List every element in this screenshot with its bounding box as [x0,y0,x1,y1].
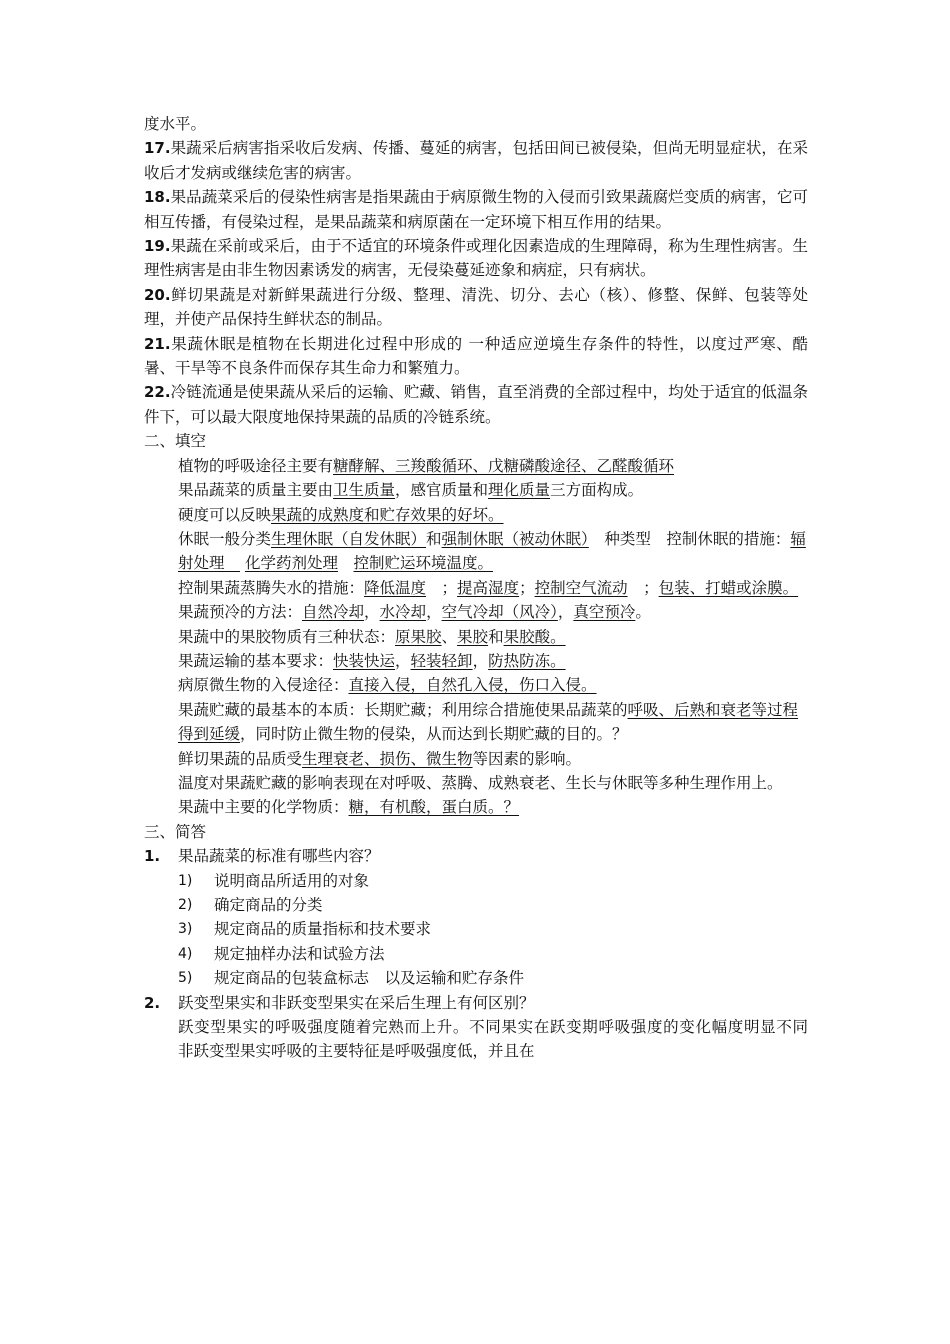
answer-blank: 果胶 [457,627,489,646]
answer-blank: 原果胶 [395,627,442,646]
answer-blank: 控制空气流动 [534,578,628,597]
answer-item [144,869,808,893]
prompt-text: ； [627,578,659,597]
item-number: 3) [178,921,193,938]
answer-blank: 辐射处理 [178,529,806,573]
definition-text: 果蔬在采前或采后，由于不适宜的环境条件或理化因素造成的生理障碍，称为生理性病害。生理性病害是由非生物因素诱发的病害，无侵染蔓延迹象和病症，只有病状。 [144,237,808,280]
question-1 [144,844,808,868]
answer-blank: 轻装轻卸 [410,651,473,670]
fill-in-line [178,478,808,502]
fill-in-line [178,576,808,600]
item-number: 1) [178,872,193,889]
prompt-text: 种类型 控制休眠的措施： [588,529,791,548]
prompt-text: 鲜切果蔬的品质受 [178,749,303,768]
item-text: 规定商品的包装盒标志 以及运输和贮存条件 [214,969,525,988]
answer-blank: 降低温度 [364,578,427,597]
definition-17 [144,136,808,185]
prompt-text: 、 [441,627,458,646]
fill-in-line [178,454,808,478]
prompt-text: ，感官质量和 [395,481,489,500]
fill-in-line [178,600,808,624]
prompt-text: 果蔬贮藏的最基本的本质：长期贮藏；利用综合措施使果品蔬菜的 [178,700,628,719]
answer-blank: 防热防冻。 [488,651,566,670]
answer-blank: 理化质量 [488,481,551,500]
definitions-list [144,136,808,429]
definition-number: 21. [144,334,171,353]
prompt-text: ， [426,603,442,622]
answer-item [144,893,808,917]
fill-in-line [178,527,808,576]
prompt-text: 等因素的影响。 [472,749,582,768]
prompt-text: 控制果蔬蒸腾失水的措施： [178,578,365,597]
answer-item [144,942,808,966]
question-2-answer: 跃变型果实的呼吸强度随着完熟而上升。不同果实在跃变期呼吸强度的变化幅度明显不同 非跃变型果实呼吸的主要特征是呼吸强度低，并且在 [178,1018,824,1061]
answer-blank: 真空预冷 [573,603,636,622]
definition-19 [144,234,808,283]
question-2 [144,991,808,1015]
item-number: 5) [178,970,193,987]
answer-blank: 糖，有机酸，蛋白质。？ [348,798,520,817]
answer-blank: 水冷却 [379,603,427,622]
fill-in-line [178,698,808,747]
prompt-text: ， [557,603,574,622]
prompt-text: 果蔬运输的基本要求： [178,651,334,670]
fill-in-line [178,673,808,697]
prompt-text: 三方面构成。 [550,481,644,500]
item-text: 规定商品的质量指标和技术要求 [214,920,432,939]
prompt-text: 果蔬中主要的化学物质： [178,798,349,817]
answer-blank: 强制休眠（被动休眠） [441,529,589,548]
prompt-text: 植物的呼吸途径主要有 [178,456,334,475]
answer-blank: 生理休眠（自发休眠） [271,529,427,548]
answer-blank: 直接入侵，自然孔入侵，伤口入侵。 [348,676,597,695]
answer-blank: 空气冷却（风冷） [441,603,558,622]
answer-blank: 提高湿度 [457,578,520,597]
prompt-text: 温度对果蔬贮藏的影响表现在对呼吸、蒸腾、成熟衰老、生长与休眠等多种生理作用上。 [178,773,783,792]
answer-blank: 化学药剂处理 [244,554,338,573]
fill-in-line [178,503,808,527]
definition-text: 果蔬采后病害指采收后发病、传播、蔓延的病害，包括田间已被侵染，但尚无明显症状，在采收后才发病或继续危害的病害。 [144,139,808,182]
fill-in-line [178,795,808,819]
prompt-text: 和 [426,529,442,548]
definition-text: 果品蔬菜采后的侵染性病害是指果蔬由于病原微生物的入侵而引致果蔬腐烂变质的病害，它可相互传播，有侵染过程，是果品蔬菜和病原菌在一定环境下相互作用的结果。 [144,188,808,231]
prompt-text: 。 [635,603,651,622]
prompt-text: 果品蔬菜的质量主要由 [178,481,334,500]
question-number: 2. [144,993,161,1012]
fill-in-line [178,771,808,795]
answer-blank: 卫生质量 [333,481,396,500]
definition-22 [144,380,808,429]
definition-number: 18. [144,188,171,207]
definition-number: 19. [144,237,171,256]
answer-blank: 呼吸、后熟和衰老等过程得到延缓 [178,700,799,744]
definition-text: 冷链流通是使果蔬从采后的运输、贮藏、销售，直至消费的全部过程中，均处于适宜的低温条件下，可以最大限度地保持果蔬的品质的冷链系统。 [144,383,808,426]
prompt-text: ； [426,578,458,597]
definition-21 [144,332,808,381]
fill-in-line [178,625,808,649]
answer-blank: 包装、打蜡或涂膜。 [658,578,799,597]
item-text: 说明商品所适用的对象 [214,871,370,890]
definition-number: 20. [144,285,171,304]
prompt-text [338,554,354,572]
answer-blank: 控制贮运环境温度。 [353,554,493,573]
answer-blank: 自然冷却 [302,603,365,622]
item-text: 规定抽样办法和试验方法 [214,944,385,963]
definition-18 [144,185,808,234]
definition-text: 鲜切果蔬是对新鲜果蔬进行分级、整理、清洗、切分、去心（核）、修整、保鲜、包装等处理，并使产品保持生鲜状态的制品。 [144,285,808,329]
prompt-text: ， [364,603,380,622]
question-text: 果品蔬菜的标准有哪些内容？ [178,847,380,866]
section-short-answer-title: 三、简答 [144,822,207,841]
fill-in-line [178,649,808,673]
prompt-text: 硬度可以反映 [178,505,272,524]
prompt-text: ， [472,651,489,670]
answer-blank: 糖酵解、三羧酸循环、戊糖磷酸途径、乙醛酸循环 [333,456,675,475]
question-number: 1. [144,847,161,866]
short-answer-list [144,844,824,1064]
prompt-text: 休眠一般分类 [178,529,272,548]
item-number: 4) [178,945,193,962]
prompt-text: 果蔬预冷的方法： [178,603,303,622]
document-page [144,112,824,1064]
answer-blank: 果胶酸。 [503,627,566,646]
answer-item [144,966,808,990]
definition-number: 17. [144,139,171,158]
fill-in-list [144,454,808,820]
prompt-text: ， [395,651,411,670]
prompt-text: ； [519,578,535,597]
question-text: 跃变型果实和非跃变型果实在采后生理上有何区别？ [178,993,535,1012]
prompt-text: 和 [488,627,504,646]
answer-blank: 快装快运 [333,651,396,670]
definition-number: 22. [144,383,171,402]
answer-item [144,917,808,941]
prompt-text: 病原微生物的入侵途径： [178,676,349,695]
intro-tail: 度水平。 [144,115,207,133]
fill-in-line [178,747,808,771]
prompt-text: ，同时防止微生物的侵染，从而达到长期贮藏的目的。？ [240,725,628,744]
item-text: 确定商品的分类 [214,896,323,914]
answer-blank: 果蔬的成熟度和贮存效果的好坏。 [271,505,504,524]
answer-blank: 生理衰老、损伤、微生物 [302,749,473,768]
item-number: 2) [178,897,193,913]
definition-text: 果蔬休眠是植物在长期进化过程中形成的 一种适应逆境生存条件的特性，以度过严寒、酷暑、干旱等不良条件而保存其生命力和繁殖力。 [144,334,808,378]
prompt-text: 果蔬中的果胶物质有三种状态： [178,627,396,646]
section-fill-in-title: 二、填空 [144,432,207,451]
definition-20 [144,283,808,332]
